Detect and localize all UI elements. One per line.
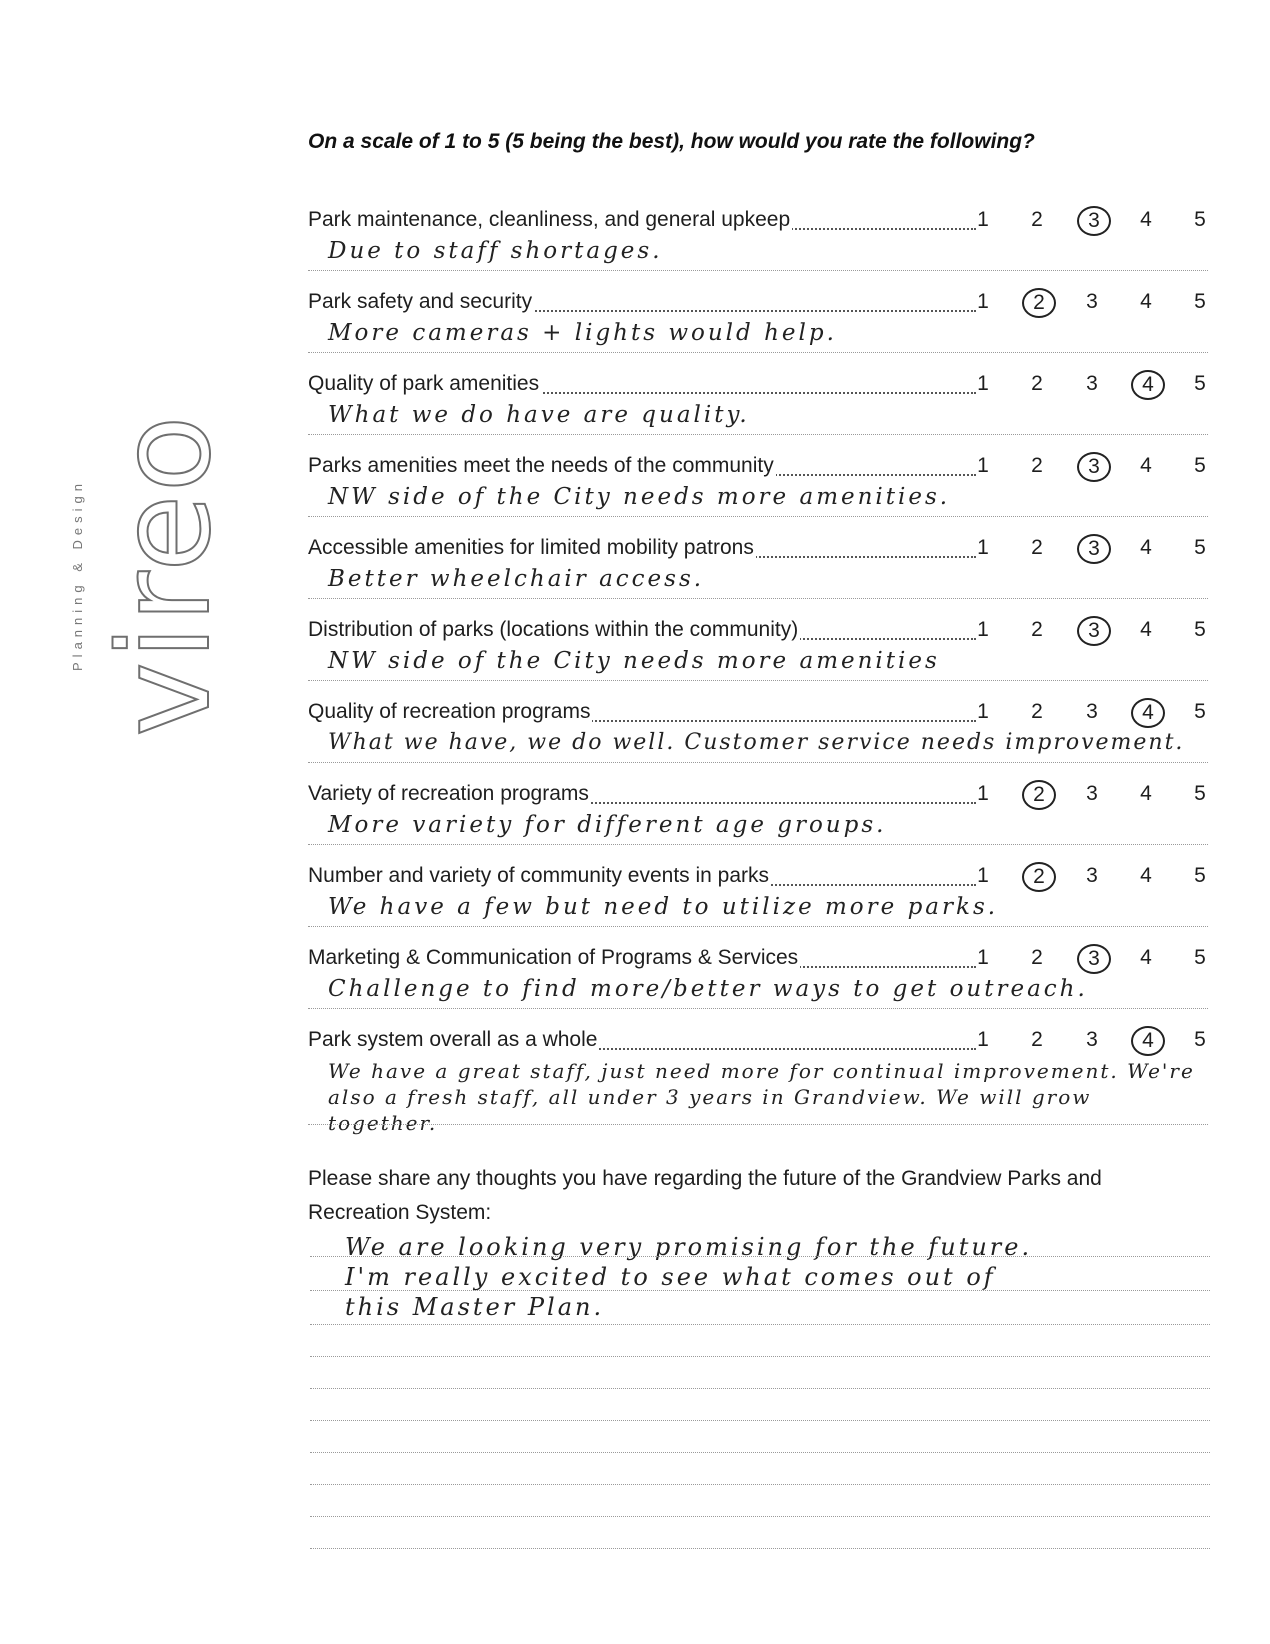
rating-scale [968,454,1208,482]
rating-item [308,864,1208,944]
rating-item [308,290,1208,370]
rating-item-label: Accessible amenities for limited mobility patrons [308,536,754,559]
rating-scale [968,700,1208,728]
rating-option: 1 [977,536,989,559]
rating-option: 3 [1086,864,1098,887]
rating-option: 4 [1140,618,1152,641]
rating-option: 2 [1031,700,1043,723]
rating-option: 3 [1086,700,1098,723]
handwritten-answer: What we do have are quality. [328,402,750,428]
comment-line [310,1356,1210,1357]
rating-option: 3 [1086,372,1098,395]
rating-option: 1 [977,1028,989,1051]
comment-line [310,1290,1210,1291]
comment-line [310,1256,1210,1257]
rating-item [308,946,1208,1026]
rating-option: 5 [1194,208,1206,231]
selected-rating: 3 [1077,534,1111,564]
rating-option: 2 [1031,618,1043,641]
rating-option: 4 [1140,208,1152,231]
rating-scale [968,1028,1208,1056]
selected-rating: 2 [1022,780,1056,810]
rating-item [308,536,1208,616]
answer-line [308,516,1208,517]
selected-rating: 2 [1022,862,1056,892]
rating-question: On a scale of 1 to 5 (5 being the best), how would you rate the following? [308,130,1035,153]
rating-option: 5 [1194,618,1206,641]
handwritten-answer: We have a great staff, just need more for continual improvement. We're also a fresh staff, all under 3 years in Grandview. We will grow together. [328,1059,1195,1135]
rating-option: 3 [1086,290,1098,313]
handwritten-answer: What we have, we do well. Customer service needs improvement. [328,730,1185,755]
rating-item [308,782,1208,862]
rating-option: 2 [1031,208,1043,231]
rating-option: 5 [1194,454,1206,477]
comment-line [310,1484,1210,1485]
rating-scale [968,290,1208,318]
selected-rating: 2 [1022,288,1056,318]
open-question-prompt: Please share any thoughts you have regarding the future of the Grandview Parks and Recreation System: [308,1167,1102,1224]
rating-option: 1 [977,864,989,887]
rating-option: 2 [1031,454,1043,477]
rating-option: 4 [1140,536,1152,559]
rating-scale [968,782,1208,810]
rating-item [308,1028,1208,1135]
selected-rating: 3 [1077,616,1111,646]
answer-line [308,680,1208,681]
rating-scale [968,864,1208,892]
rating-scale [968,372,1208,400]
rating-option: 4 [1140,454,1152,477]
handwritten-answer: Due to staff shortages. [328,238,663,264]
rating-item [308,454,1208,534]
comment-line [310,1452,1210,1453]
handwritten-answer: More variety for different age groups. [328,812,887,838]
rating-item-label: Distribution of parks (locations within the community) [308,618,799,641]
rating-scale [968,618,1208,646]
selected-rating: 4 [1131,698,1165,728]
comment-line [310,1516,1210,1517]
answer-line [308,1008,1208,1009]
rating-option: 1 [977,782,989,805]
open-answer-line: We are looking very promising for the future. [345,1233,1033,1261]
open-answer-line: this Master Plan. [345,1293,605,1321]
rating-item [308,372,1208,452]
open-answer-line: I'm really excited to see what comes out of [345,1263,996,1291]
vireo-logo [70,380,240,770]
brand-name: vireo [91,413,238,737]
rating-option: 4 [1140,946,1152,969]
rating-item-label: Park maintenance, cleanliness, and general upkeep [308,208,791,231]
answer-line [308,926,1208,927]
comment-line [310,1420,1210,1421]
rating-option: 2 [1031,946,1043,969]
answer-line [308,352,1208,353]
handwritten-answer: Better wheelchair access. [328,566,705,592]
comment-line [310,1324,1210,1325]
rating-option: 4 [1140,782,1152,805]
comment-line [310,1388,1210,1389]
rating-item-label: Number and variety of community events in parks [308,864,770,887]
rating-item-label: Quality of recreation programs [308,700,591,723]
rating-option: 5 [1194,864,1206,887]
rating-option: 4 [1140,290,1152,313]
rating-option: 1 [977,700,989,723]
rating-item-label: Marketing & Communication of Programs & Services [308,946,799,969]
rating-option: 4 [1140,864,1152,887]
rating-option: 5 [1194,700,1206,723]
rating-option: 5 [1194,1028,1206,1051]
handwritten-answer: More cameras + lights would help. [328,320,837,346]
rating-item-label: Parks amenities meet the needs of the community [308,454,774,477]
rating-option: 1 [977,290,989,313]
rating-option: 5 [1194,290,1206,313]
rating-item-label: Park safety and security [308,290,533,313]
rating-option: 1 [977,454,989,477]
answer-line [308,434,1208,435]
rating-option: 5 [1194,536,1206,559]
rating-scale [968,946,1208,974]
rating-option: 2 [1031,1028,1043,1051]
rating-scale [968,208,1208,236]
open-question-answer [345,1232,1205,1322]
selected-rating: 4 [1131,370,1165,400]
rating-item [308,208,1208,288]
rating-option: 1 [977,946,989,969]
selected-rating: 3 [1077,206,1111,236]
rating-option: 5 [1194,946,1206,969]
rating-item-label: Quality of park amenities [308,372,540,395]
rating-option: 1 [977,208,989,231]
rating-option: 5 [1194,782,1206,805]
answer-line [308,270,1208,271]
rating-option: 5 [1194,372,1206,395]
answer-line [308,844,1208,845]
selected-rating: 3 [1077,944,1111,974]
handwritten-answer: NW side of the City needs more amenities [328,648,940,674]
rating-item-label: Variety of recreation programs [308,782,589,805]
rating-option: 3 [1086,1028,1098,1051]
rating-option: 2 [1031,536,1043,559]
rating-item-label: Park system overall as a whole [308,1028,598,1051]
rating-item [308,618,1208,698]
selected-rating: 4 [1131,1026,1165,1056]
rating-option: 1 [977,618,989,641]
handwritten-answer: Challenge to find more/better ways to get outreach. [328,976,1088,1002]
rating-option: 3 [1086,782,1098,805]
brand-tagline: Planning & Design [70,479,85,671]
answer-line [308,598,1208,599]
rating-scale [968,536,1208,564]
rating-item [308,700,1208,780]
rating-option: 2 [1031,372,1043,395]
selected-rating: 3 [1077,452,1111,482]
handwritten-answer: We have a few but need to utilize more parks. [328,894,999,920]
comment-line [310,1548,1210,1549]
answer-line [308,762,1208,763]
answer-line [308,1124,1208,1125]
handwritten-answer: NW side of the City needs more amenities. [328,484,951,510]
rating-option: 1 [977,372,989,395]
